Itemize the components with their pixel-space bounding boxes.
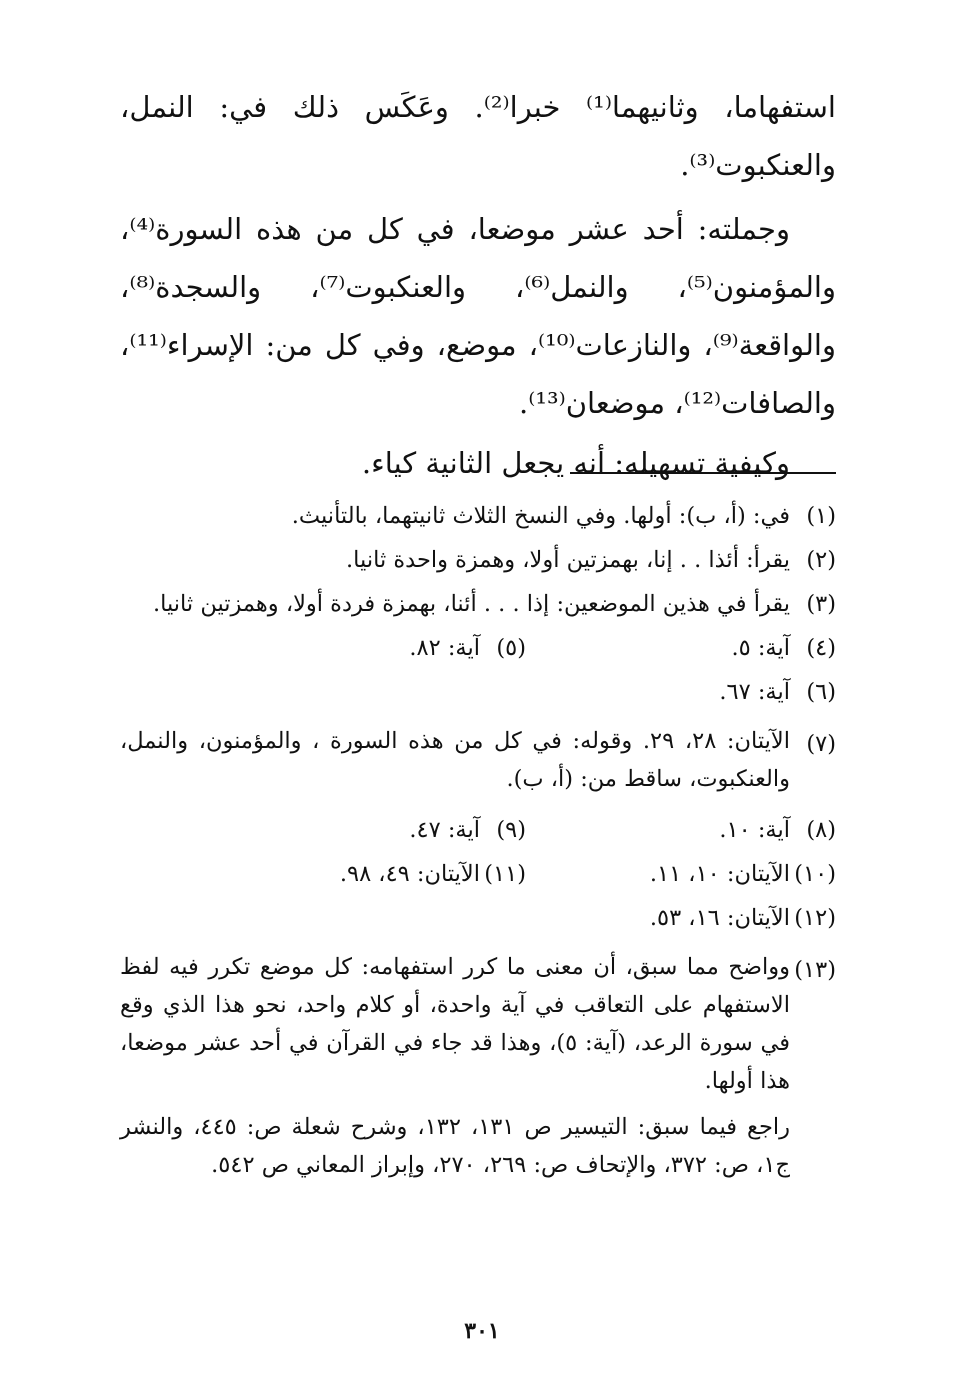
footnote-text: آية: ١٠. bbox=[719, 817, 790, 843]
footnote-number: (٥) bbox=[496, 635, 526, 661]
footnote-number: (٨) bbox=[806, 817, 836, 843]
footnote-7 bbox=[120, 722, 836, 798]
footnote-text: آية: ٨٢. bbox=[409, 635, 480, 661]
page-number: ٣٠١ bbox=[464, 1318, 500, 1344]
paragraph-2: وجملته: أحد عشر موضعا، في كل من هذه السورة⁽⁴⁾، والمؤمنون⁽⁵⁾، والنمل⁽⁶⁾، والعنكبوت⁽⁷⁾، والسجدة⁽⁸⁾، والواقعة⁽⁹⁾، والنازعات⁽¹⁰⁾، موضع، وفي كل من: الإسراء⁽¹¹⁾، والصافات⁽¹²⁾، موضعان⁽¹³⁾. bbox=[120, 212, 836, 420]
footnote-9 bbox=[216, 808, 526, 852]
footnote-text: يقرأ: أئذا . . إنا، بهمزتين أولا، وهمزة واحدة ثانيا. bbox=[346, 547, 790, 573]
footnote-number: (٩) bbox=[496, 817, 526, 843]
footnote-text: الآيتان: ١٦، ٥٣. bbox=[649, 905, 790, 931]
footnote-row-4-5 bbox=[120, 626, 836, 670]
footnote-text: آية: ٦٧. bbox=[719, 679, 790, 705]
footnote-4 bbox=[526, 626, 836, 670]
footnote-number: (٧) bbox=[806, 731, 836, 757]
paragraph-3: وكيفية تسهيله: أنه يجعل الثانية كياء. bbox=[361, 446, 790, 480]
footnote-text: في: (أ، ب): أولها. وفي النسخ الثلاث ثانيتهما، بالتأنيث. bbox=[291, 503, 790, 529]
footnote-number: (١١) bbox=[484, 861, 526, 887]
footnote-13 bbox=[120, 948, 836, 1100]
footnote-number: (١٠) bbox=[794, 861, 836, 887]
footnote-separator bbox=[570, 472, 836, 474]
footnote-2 bbox=[120, 538, 836, 582]
footnote-6 bbox=[120, 670, 836, 714]
footnotes bbox=[120, 494, 836, 1184]
footnote-number: (٤) bbox=[806, 635, 836, 661]
footnote-text: الآيتان: ٢٨، ٢٩. وقوله: في كل من هذه السورة ، والمؤمنون، والنمل، والعنكبوت، ساقط من: (أ، ب). bbox=[120, 728, 790, 792]
footnote-8 bbox=[526, 808, 836, 852]
footnote-text: الآيتان: ٤٩، ٩٨. bbox=[339, 861, 480, 887]
footnote-text: وواضح مما سبق، أن معنى ما كرر استفهامه: كل موضع تكرر فيه لفظ الاستفهام على التعاقب في آية واحدة، أو كلام واحد، نحو هذا الذي وقع في سورة الرعد، (آية: ٥)، وهذا قد جاء في القرآن في أحد عشر موضعا، هذا أولها. bbox=[120, 954, 790, 1094]
references-note: راجع فيما سبق: التيسير ص ١٣١، ١٣٢، وشرح شعلة ص: ٤٤٥، والنشر ج١، ص: ٣٧٢، والإتحاف ص: ٢٦٩، ٢٧٠، وإبراز المعاني ص ٥٤٢. bbox=[120, 1114, 791, 1178]
footnote-1 bbox=[120, 494, 836, 538]
footnote-row-10-11 bbox=[120, 852, 836, 896]
footnote-number: (٣) bbox=[806, 591, 836, 617]
footnote-number: (١٢) bbox=[794, 905, 836, 931]
footnote-5 bbox=[216, 626, 526, 670]
footnote-12 bbox=[120, 896, 836, 940]
footnote-number: (١٣) bbox=[794, 957, 836, 983]
footnote-3 bbox=[120, 582, 836, 626]
footnote-text: الآيتان: ١٠، ١١. bbox=[649, 861, 790, 887]
footnote-11 bbox=[216, 852, 526, 896]
footnote-text: آية: ٤٧. bbox=[409, 817, 480, 843]
footnote-number: (٢) bbox=[806, 547, 836, 573]
footnote-number: (٦) bbox=[806, 679, 836, 705]
paragraph-1: استفهاما، وثانيهما⁽¹⁾ خبرا⁽²⁾. وعَكَس ذلك في: النمل، والعنكبوت⁽³⁾. bbox=[120, 90, 836, 182]
footnote-number: (١) bbox=[806, 503, 836, 529]
footnote-text: يقرأ في هذين الموضعين: إذا . . . أئنا، بهمزة فردة أولا، وهمزتين ثانيا. bbox=[153, 591, 790, 617]
footnote-row-8-9 bbox=[120, 808, 836, 852]
footnote-text: آية: ٥. bbox=[731, 635, 790, 661]
main-text bbox=[120, 78, 836, 492]
footnote-10 bbox=[526, 852, 836, 896]
